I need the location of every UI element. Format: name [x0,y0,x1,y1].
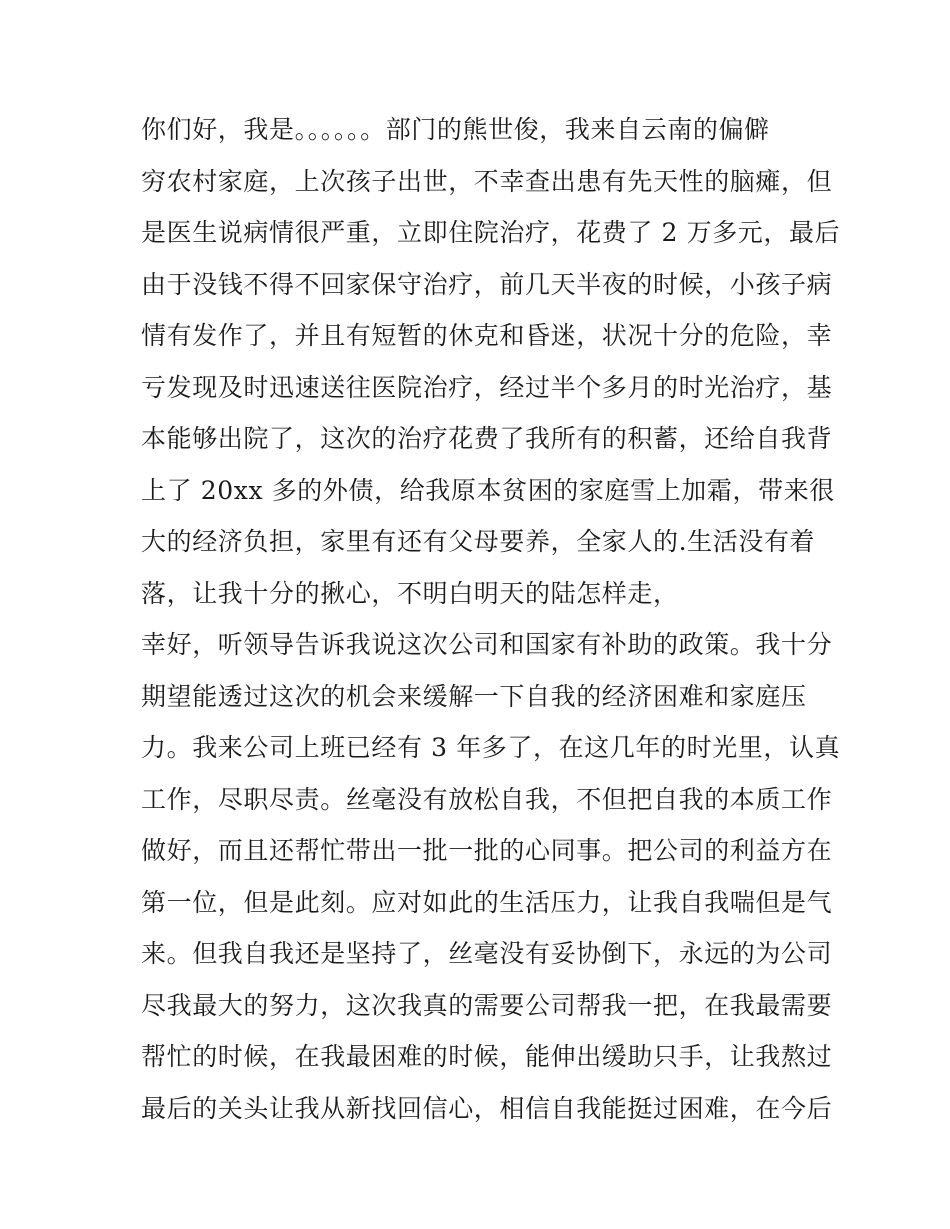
text-line: 穷农村家庭，上次孩子出世，不幸查出患有先天性的脑瘫，但 [141,166,833,196]
text-line: 情有发作了，并且有短暂的休克和昏迷，状况十分的危险，幸 [141,321,833,350]
text-line: 工作，尽职尽责。丝毫没有放松自我，不但把自我的本质工作 [141,784,833,814]
text-line: 帮忙的时候，在我最困难的时候，能伸出缓助只手，让我熬过 [141,1042,833,1071]
text-line: 亏发现及时迅速送往医院治疗，经过半个多月的时光治疗，基 [141,372,833,402]
text-line: 来。但我自我还是坚持了，丝毫没有妥协倒下，永远的为公司 [141,939,833,968]
text-line: 你们好，我是。。。。。。部门的熊世俊，我来自云南的偏僻 [141,115,770,144]
text-line: 是医生说病情很严重，立即住院治疗，花费了 2 万多元，最后 [141,218,841,247]
text-line: 大的经济负担，家里有还有父母要养，全家人的.生活没有着 [141,527,816,556]
text-line: 尽我最大的努力，这次我真的需要公司帮我一把，在我最需要 [141,990,833,1020]
letter-body [141,108,841,1138]
text-line: 幸好，听领导告诉我说这次公司和国家有补助的政策。我十分 [141,630,833,659]
text-line: 上了 20xx 多的外债，给我原本贫困的家庭雪上加霜，带来很 [141,475,835,505]
text-line: 最后的关头让我从新找回信心，相信自我能挺过困难，在今后 [141,1093,833,1123]
text-line: 第一位，但是此刻。应对如此的生活压力，让我自我喘但是气 [141,887,833,917]
text-line: 力。我来公司上班已经有 3 年多了，在这几年的时光里，认真 [141,733,841,762]
text-line: 期望能透过这次的机会来缓解一下自我的经济困难和家庭压 [141,681,807,711]
text-line: 由于没钱不得不回家保守治疗，前几天半夜的时候，小孩子病 [141,269,833,299]
text-line: 本能够出院了，这次的治疗花费了我所有的积蓄，还给自我背 [141,424,833,453]
text-line: 做好，而且还帮忙带出一批一批的心同事。把公司的利益方在 [141,836,833,865]
text-line: 落，让我十分的揪心，不明白明天的陆怎样走， [141,578,679,608]
